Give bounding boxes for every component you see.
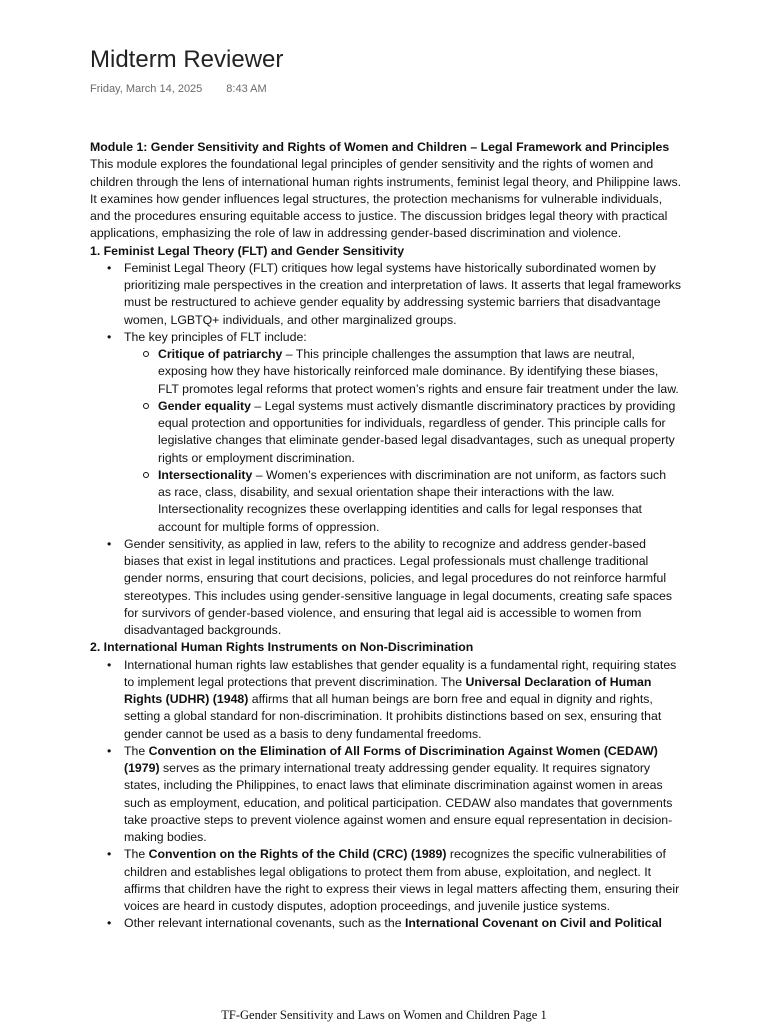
principle-text: – Legal systems must actively dismantle discriminatory practices by providing equal protection and opportunities for individuals, regardless of gender. This principle calls for legislative changes that eliminate gender-based legal disadvantages, such as unequal property rights or employment discrimination.	[158, 398, 676, 465]
instrument-name: Convention on the Rights of the Child (CRC) (1989)	[148, 847, 447, 862]
list-item: • Gender sensitivity, as applied in law, refers to the ability to recognize and address gender-based biases that exist in legal institutions and practices. Legal professionals must challenge traditional gender norms, ensuring that court decisions, policies, and legal procedures do not reinforce harmful stereotypes. This includes using gender-sensitive language in legal documents, creating safe spaces for survivors of gender-based violence, and ensuring that legal aid is accessible to women from disadvantaged backgrounds.	[124, 536, 682, 640]
module-intro: This module explores the foundational legal principles of gender sensitivity and the rights of women and children through the lens of international human rights instruments, feminist legal theory, and Philippine laws. It examines how gender influences legal structures, the protection mechanisms for vulnerable individuals, and the procedures ensuring equitable access to justice. The discussion bridges legal theory with practical applications, emphasizing the role of law in addressing gender-based discrimination and violence.	[90, 157, 682, 241]
page-date: Friday, March 14, 2025	[90, 83, 203, 95]
instrument-name: Convention on the Elimination of All Forms of Discrimination Against Women (CEDAW) (1979)	[124, 743, 658, 775]
page-time: 8:43 AM	[226, 83, 267, 95]
list-item	[158, 398, 682, 467]
instrument-name: Universal Declaration of Human Rights (UDHR) (1948)	[124, 674, 652, 706]
list-item	[124, 657, 682, 743]
document-body	[90, 139, 682, 933]
list-item	[124, 915, 682, 932]
instrument-name: International Covenant on Civil and Political	[404, 916, 662, 931]
list-item-text: The	[124, 847, 149, 862]
principle-text: – Women’s experiences with discrimination are not uniform, as factors such as race, class, disability, and sexual orientation shape their interactions with the law. Intersectionality recognizes these overlapping identities and calls for legal responses that account for multiple forms of oppression.	[158, 467, 667, 534]
section2-list	[90, 657, 682, 933]
section1-heading: 1. Feminist Legal Theory (FLT) and Gender Sensitivity	[90, 243, 405, 258]
section2-heading: 2. International Human Rights Instruments on Non-Discrimination	[90, 640, 474, 655]
principle-term: Gender equality	[158, 398, 251, 413]
page-title: Midterm Reviewer	[90, 46, 284, 73]
list-item	[158, 346, 682, 398]
page-meta	[90, 83, 267, 95]
list-item	[158, 467, 682, 536]
list-item-text: Other relevant international covenants, such as the	[124, 916, 405, 931]
list-item-text: The key principles of FLT include:	[124, 329, 307, 344]
principle-text: – This principle challenges the assumption that laws are neutral, exposing how they have historically reinforced male dominance. By identifying these biases, FLT promotes legal reforms that protect women’s rights and ensure fair treatment under the law.	[158, 347, 679, 396]
list-item	[124, 846, 682, 915]
list-item	[124, 329, 682, 536]
list-item	[124, 743, 682, 847]
list-item-text: International human rights law establishes that gender equality is a fundamental right, requiring states to implement legal protections that prevent discrimination. The	[124, 657, 677, 689]
list-item-text: serves as the primary international treaty addressing gender equality. It requires signatory states, including the Philippines, to enact laws that eliminate discrimination against women in areas such as employment, education, and political participation. CEDAW also mandates that governments take proactive steps to prevent violence against women and ensure equal representation in decision-making bodies.	[124, 761, 673, 844]
section1-list	[90, 260, 682, 640]
principle-term: Intersectionality	[158, 467, 253, 482]
principle-term: Critique of patriarchy	[158, 347, 283, 361]
list-item-text: recognizes the specific vulnerabilities of children and establishes legal obligations to protect them from abuse, exploitation, and neglect. It affirms that children have the right to express their views in legal matters affecting them, ensuring their voices are heard in custody disputes, adoption proceedings, and juvenile justice systems.	[124, 847, 680, 913]
list-item-text: affirms that all human beings are born free and equal in dignity and rights, setting a global standard for non-discrimination. It prohibits distinctions based on sex, ensuring that gender cannot be used as a basis to deny fundamental freedoms.	[124, 692, 662, 741]
page-footer: TF-Gender Sensitivity and Laws on Women and Children Page 1	[221, 1008, 547, 1022]
list-item-text: The	[124, 743, 149, 758]
list-item: • Feminist Legal Theory (FLT) critiques how legal systems have historically subordinated women by prioritizing male perspectives in the creation and interpretation of laws. It asserts that legal frameworks must be restructured to achieve gender equality by addressing systemic barriers that disadvantage women, LGBTQ+ individuals, and other marginalized groups.	[124, 260, 682, 329]
principles-list	[124, 346, 682, 536]
module-heading: Module 1: Gender Sensitivity and Rights of Women and Children – Legal Framework and Principles	[90, 140, 670, 154]
